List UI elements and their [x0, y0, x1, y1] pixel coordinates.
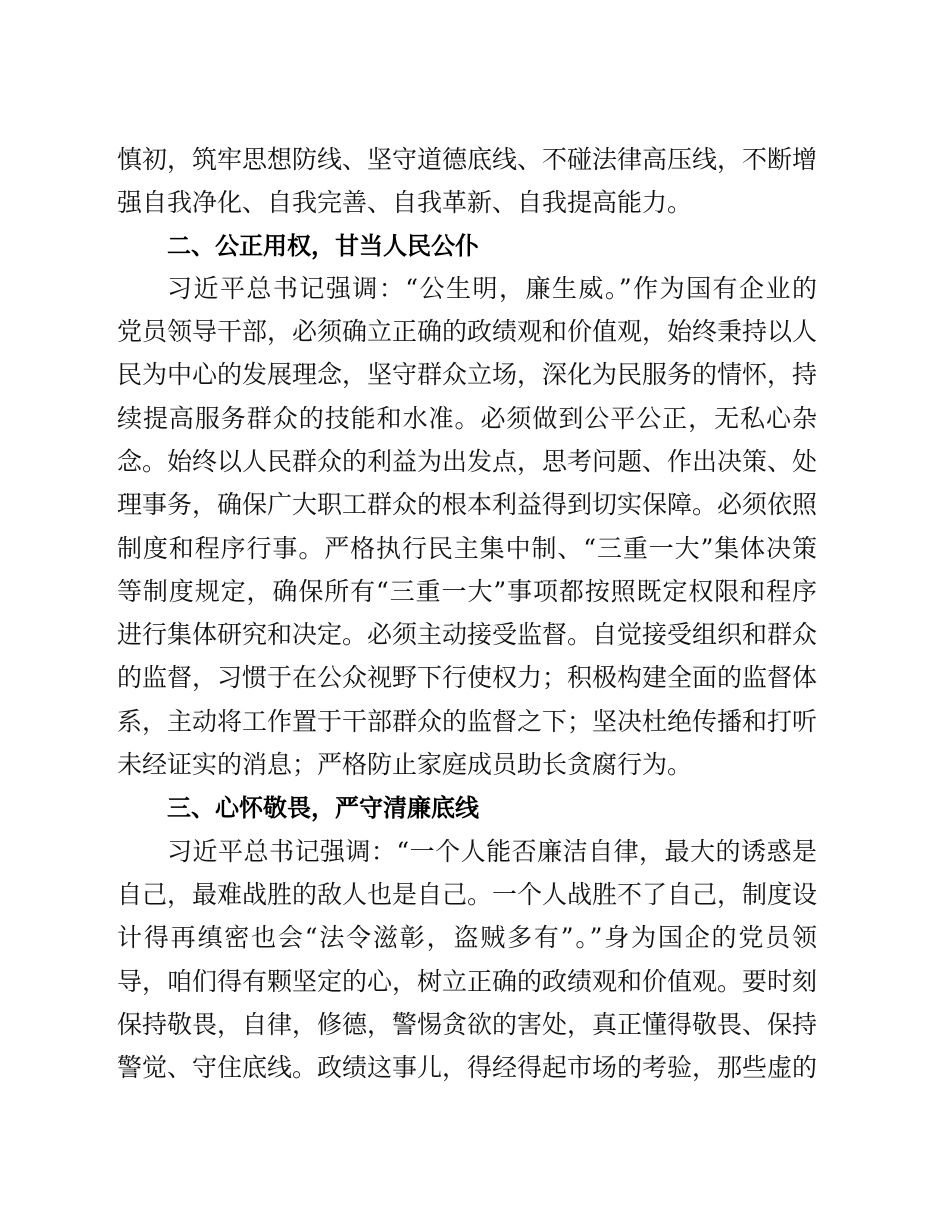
- body-text-line: 念。始终以人民群众的利益为出发点，思考问题、作出决策、处: [117, 447, 817, 476]
- body-text-line: 等制度规定，确保所有“三重一大”事项都按照既定权限和程序: [117, 577, 817, 606]
- body-text-line: 保持敬畏，自律，修德，警惕贪欲的害处，真正懂得敬畏、保持: [117, 1010, 817, 1039]
- body-text-line: 未经证实的消息；严格防止家庭成员助长贪腐行为。: [117, 750, 693, 779]
- section-heading: 三、心怀敬畏，严守清廉底线: [167, 794, 479, 822]
- body-text-line: 理事务，确保广大职工群众的根本利益得到切实保障。必须依照: [117, 490, 817, 519]
- body-text-line: 制度和程序行事。严格执行民主集中制、“三重一大”集体决策: [117, 534, 817, 563]
- body-text-line: 续提高服务群众的技能和水准。必须做到公平公正，无私心杂: [117, 404, 817, 433]
- body-text-line: 慎初，筑牢思想防线、坚守道德底线、不碰法律高压线，不断增: [117, 145, 817, 174]
- body-text-line: 自己，最难战胜的敌人也是自己。一个人战胜不了自己，制度设: [117, 880, 817, 909]
- body-text-line: 习近平总书记强调：“公生明，廉生威。”作为国有企业的: [167, 274, 817, 303]
- body-text-line: 导，咱们得有颗坚定的心，树立正确的政绩观和价值观。要时刻: [117, 967, 817, 996]
- body-text-line: 的监督，习惯于在公众视野下行使权力；积极构建全面的监督体: [117, 663, 817, 692]
- section-heading: 二、公正用权，甘当人民公仆: [167, 232, 479, 260]
- body-text-line: 习近平总书记强调：“一个人能否廉洁自律，最大的诱惑是: [167, 837, 817, 866]
- body-text-line: 强自我净化、自我完善、自我革新、自我提高能力。: [117, 188, 693, 217]
- body-text-line: 系，主动将工作置于干部群众的监督之下；坚决杜绝传播和打听: [117, 707, 817, 736]
- body-text-line: 计得再缜密也会“法令滋彰，盗贼多有”。”身为国企的党员领: [117, 923, 817, 952]
- body-text-line: 进行集体研究和决定。必须主动接受监督。自觉接受组织和群众: [117, 620, 817, 649]
- body-text-line: 民为中心的发展理念，坚守群众立场，深化为民服务的情怀，持: [117, 360, 817, 389]
- body-text-line: 党员领导干部，必须确立正确的政绩观和价值观，始终秉持以人: [117, 317, 817, 346]
- body-text-line: 警觉、守住底线。政绩这事儿，得经得起市场的考验，那些虚的: [117, 1053, 817, 1082]
